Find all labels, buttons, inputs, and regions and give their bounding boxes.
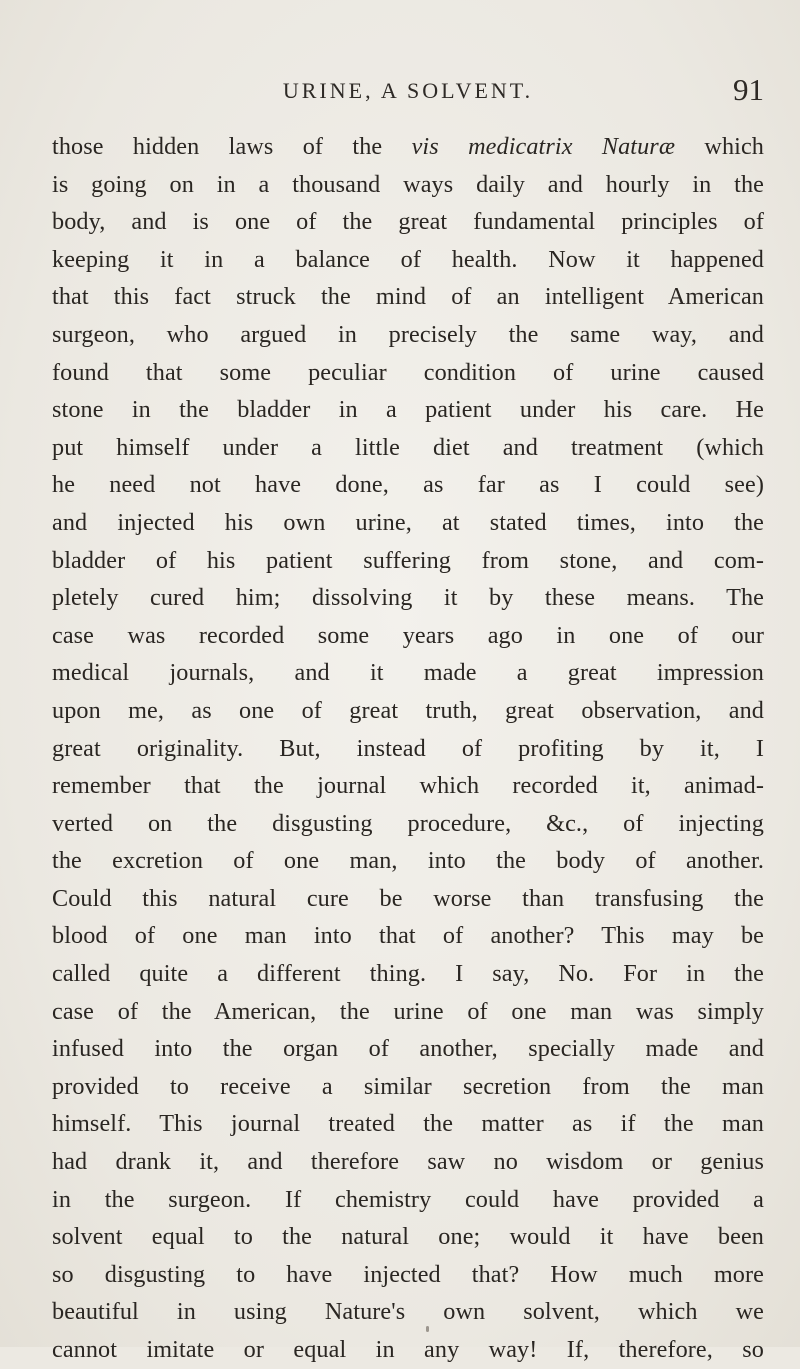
text-line: in the surgeon. If chemistry could have provided a bbox=[52, 1185, 764, 1213]
text-line: called quite a different thing. I say, No. For in the bbox=[52, 960, 764, 988]
text-line: bladder of his patient suffering from stone, and com- bbox=[52, 546, 764, 574]
text-line: upon me, as one of great truth, great observation, and bbox=[52, 696, 764, 724]
latin-phrase: vis medicatrix Naturæ bbox=[411, 133, 676, 160]
text-line: that this fact struck the mind of an intelligent American bbox=[52, 283, 764, 311]
text-line: blood of one man into that of another? This may be bbox=[52, 922, 764, 950]
body-text bbox=[52, 128, 764, 1369]
text-line: remember that the journal which recorded it, animad- bbox=[52, 772, 764, 800]
text-line: Could this natural cure be worse than transfusing the bbox=[52, 884, 764, 912]
running-title: URINE, A SOLVENT. bbox=[282, 78, 534, 103]
page-number: 91 bbox=[733, 72, 764, 107]
text-line: solvent equal to the natural one; would it have been bbox=[52, 1223, 764, 1251]
text-line: and injected his own urine, at stated times, into the bbox=[52, 508, 764, 536]
text-line: found that some peculiar condition of urine caused bbox=[52, 358, 764, 386]
text-line: cannot imitate or equal in any way! If, therefore, so bbox=[52, 1336, 764, 1363]
text-line: put himself under a little diet and treatment (which bbox=[52, 433, 764, 461]
text-line: pletely cured him; dissolving it by these means. The bbox=[52, 584, 764, 612]
text-line: keeping it in a balance of health. Now it happened bbox=[52, 245, 764, 273]
text-line bbox=[52, 128, 764, 166]
text-line: surgeon, who argued in precisely the same way, and bbox=[52, 320, 764, 348]
text-line: had drank it, and therefore saw no wisdom or genius bbox=[52, 1148, 764, 1176]
text-line: medical journals, and it made a great impression bbox=[52, 659, 764, 687]
text-span: those hidden laws of the bbox=[52, 133, 412, 160]
text-line: great originality. But, instead of profiting by it, I bbox=[52, 734, 764, 762]
text-line: himself. This journal treated the matter as if the man bbox=[52, 1110, 764, 1138]
text-line: case of the American, the urine of one man was simply bbox=[52, 997, 764, 1025]
text-line: body, and is one of the great fundamental principles of bbox=[52, 208, 764, 236]
text-line: so disgusting to have injected that? How much more bbox=[52, 1260, 764, 1288]
text-line: stone in the bladder in a patient under his care. He bbox=[52, 396, 764, 424]
text-line: provided to receive a similar secretion from the man bbox=[52, 1072, 764, 1100]
text-line: beautiful in using Nature's own solvent, which we bbox=[52, 1298, 764, 1326]
ink-speck bbox=[426, 1326, 429, 1332]
text-line: verted on the disgusting procedure, &c., of injecting bbox=[52, 809, 764, 837]
text-line: he need not have done, as far as I could see) bbox=[52, 471, 764, 499]
text-line: is going on in a thousand ways daily and hourly in the bbox=[52, 170, 764, 198]
running-head bbox=[52, 70, 764, 110]
text-span: which bbox=[675, 133, 764, 160]
text-line: the excretion of one man, into the body of another. bbox=[52, 847, 764, 875]
text-line: infused into the organ of another, specially made and bbox=[52, 1035, 764, 1063]
text-line: case was recorded some years ago in one of our bbox=[52, 621, 764, 649]
